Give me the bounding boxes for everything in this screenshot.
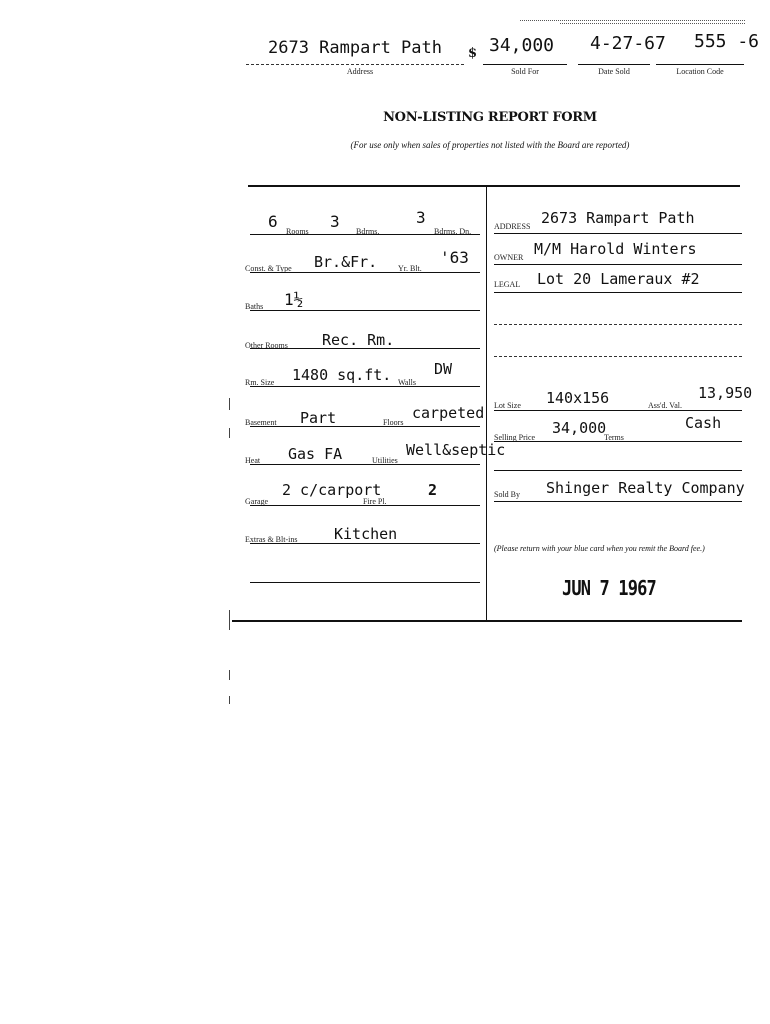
margin-mark bbox=[229, 696, 230, 704]
selling-price-value: 34,000 bbox=[552, 419, 607, 437]
walls-value: DW bbox=[434, 360, 453, 378]
row-line bbox=[250, 348, 480, 349]
rooms-value: 6 bbox=[268, 212, 278, 231]
row-line bbox=[250, 582, 480, 583]
selling-price-label: Selling Price bbox=[494, 433, 536, 442]
assd-val-value: 13,950 bbox=[698, 384, 753, 402]
fire-pl-value: 2 bbox=[428, 481, 438, 499]
sold-for-line bbox=[483, 64, 567, 65]
dollar-sign: $ bbox=[468, 46, 478, 61]
right-row-line bbox=[494, 292, 742, 293]
header-date-sold-label: Date Sold bbox=[598, 67, 630, 76]
row-line bbox=[250, 543, 480, 544]
form-title: NON-LISTING REPORT FORM bbox=[383, 110, 597, 125]
margin-mark bbox=[229, 428, 230, 438]
header-sold-for-value: 34,000 bbox=[489, 35, 555, 56]
header-location-code-value: 555 -6 bbox=[694, 31, 760, 52]
owner-label: OWNER bbox=[494, 253, 524, 262]
row-line bbox=[250, 464, 480, 465]
right-row-line bbox=[494, 324, 742, 325]
bdrms-label: Bdrms. bbox=[356, 227, 380, 236]
header-address-line bbox=[246, 64, 464, 65]
right-address-value: 2673 Rampart Path bbox=[541, 209, 695, 227]
yr-blt-value: '63 bbox=[440, 248, 469, 267]
assd-val-label: Ass'd. Val. bbox=[648, 401, 682, 410]
baths2-label: Baths bbox=[245, 302, 264, 311]
scan-artifact-line bbox=[520, 20, 745, 21]
other-rooms-value: Rec. Rm. bbox=[322, 331, 395, 349]
form-top-border bbox=[248, 185, 740, 187]
header-address-value: 2673 Rampart Path bbox=[268, 38, 442, 58]
extras-label: Extras & Blt-ins bbox=[245, 535, 298, 544]
form-subtitle: (For use only when sales of properties not listed with the Board are reported) bbox=[350, 140, 630, 150]
header-sold-for-label: Sold For bbox=[511, 67, 539, 76]
owner-value: M/M Harold Winters bbox=[534, 240, 697, 258]
legal-value: Lot 20 Lameraux #2 bbox=[537, 270, 700, 288]
garage-value: 2 c/carport bbox=[282, 481, 382, 499]
floors-label: Floors bbox=[383, 418, 404, 427]
other-rooms-label: Other Rooms bbox=[245, 341, 288, 350]
sold-by-label: Sold By bbox=[494, 490, 521, 499]
terms-label: Terms bbox=[604, 433, 624, 442]
heat-value: Gas FA bbox=[288, 445, 343, 463]
sold-by-value: Shinger Realty Company bbox=[546, 479, 745, 497]
right-row-line bbox=[494, 441, 742, 442]
extras-value: Kitchen bbox=[334, 525, 398, 543]
right-row-line bbox=[494, 501, 742, 502]
baths-label: Bdrms. Dn. bbox=[434, 227, 472, 236]
baths-value: 3 bbox=[416, 208, 426, 227]
rooms-label: Rooms bbox=[286, 227, 309, 236]
utilities-label: Utilities bbox=[372, 456, 398, 465]
right-row-line bbox=[494, 470, 742, 471]
utilities-value: Well&septic bbox=[406, 441, 506, 459]
constr-label: Const. & Type bbox=[245, 264, 292, 273]
basement-value: Part bbox=[300, 409, 337, 427]
terms-value: Cash bbox=[685, 414, 722, 432]
right-row-line bbox=[494, 264, 742, 265]
date-sold-line bbox=[578, 64, 650, 65]
floors-value: carpeted bbox=[412, 404, 485, 422]
margin-mark bbox=[229, 670, 230, 680]
constr-value: Br.&Fr. bbox=[314, 253, 378, 271]
location-code-line bbox=[656, 64, 744, 65]
row-line bbox=[250, 310, 480, 311]
form-bottom-border bbox=[232, 620, 742, 622]
return-note: (Please return with your blue card when you remit the Board fee.) bbox=[494, 544, 705, 553]
column-divider bbox=[486, 187, 487, 620]
row-line bbox=[250, 272, 480, 273]
legal-label: LEGAL bbox=[494, 280, 521, 289]
fire-pl-label: Fire Pl. bbox=[363, 497, 387, 506]
row-line bbox=[250, 505, 480, 506]
received-date-stamp: JUN 7 1967 bbox=[562, 576, 656, 600]
margin-mark bbox=[229, 398, 230, 410]
lot-size-value: 140x156 bbox=[546, 389, 610, 407]
right-row-line bbox=[494, 233, 742, 234]
margin-mark bbox=[229, 610, 230, 630]
garage-label: Garage bbox=[245, 497, 269, 506]
right-row-line bbox=[494, 356, 742, 357]
yr-blt-label: Yr. Blt. bbox=[398, 264, 422, 273]
walls-label: Walls bbox=[398, 378, 417, 387]
row-line bbox=[250, 234, 480, 235]
row-line bbox=[250, 426, 480, 427]
row-line bbox=[250, 386, 480, 387]
baths2-value: 1½ bbox=[284, 290, 304, 309]
right-row-line bbox=[494, 410, 742, 411]
lot-size-label: Lot Size bbox=[494, 401, 521, 410]
scan-artifact-line bbox=[560, 23, 745, 24]
bdrms-value: 3 bbox=[330, 212, 340, 231]
basement-label: Basement bbox=[245, 418, 277, 427]
rm-size-value: 1480 sq.ft. bbox=[292, 366, 392, 384]
header-location-code-label: Location Code bbox=[676, 67, 724, 76]
right-address-label: ADDRESS bbox=[494, 222, 531, 231]
header-address-label: Address bbox=[346, 67, 374, 76]
header-date-sold-value: 4-27-67 bbox=[590, 33, 666, 54]
heat-label: Heat bbox=[245, 456, 261, 465]
rm-size-label: Rm. Size bbox=[245, 378, 275, 387]
